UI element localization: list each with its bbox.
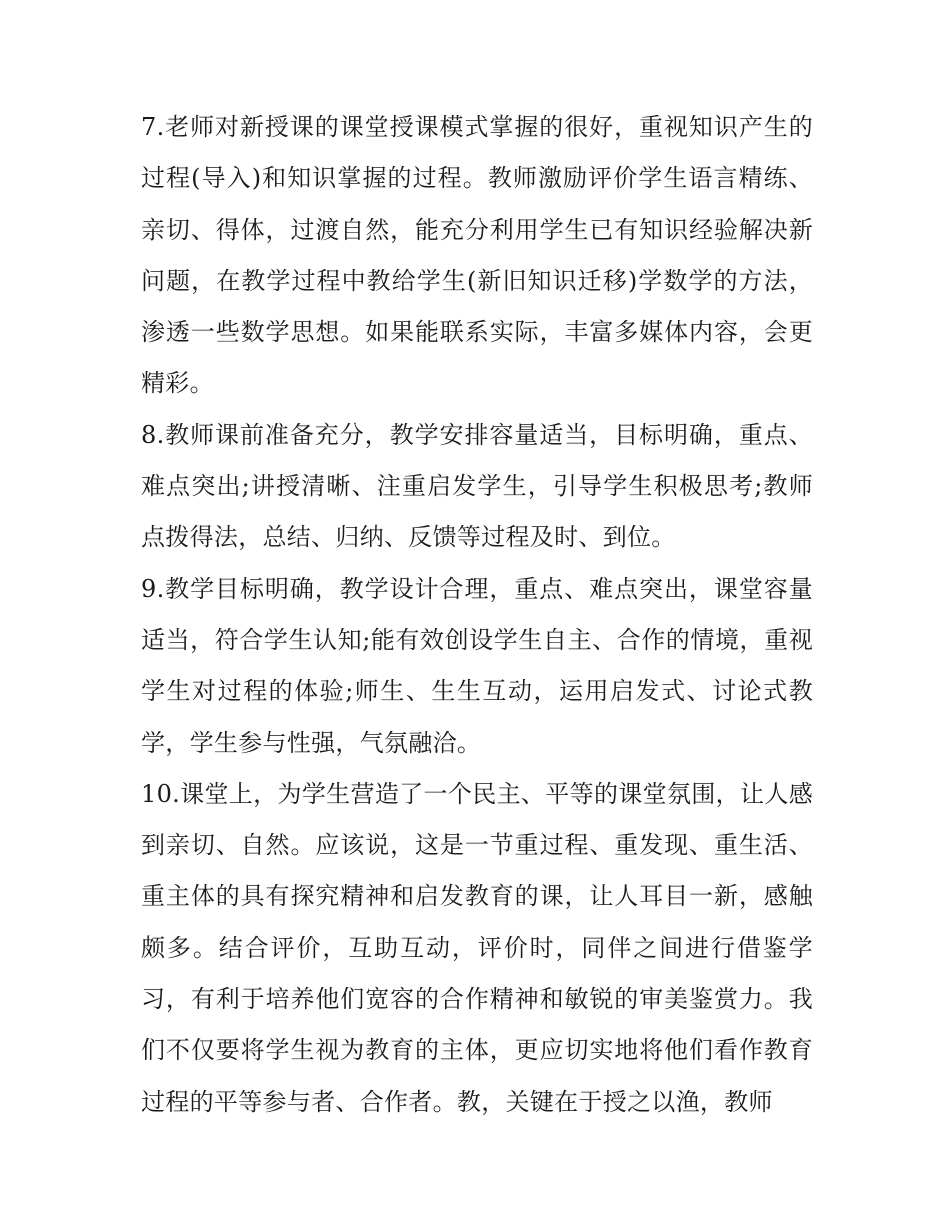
paragraph-9: 9.教学目标明确，教学设计合理，重点、难点突出，课堂容量适当，符合学生认知;能有效创设学生自主、合作的情境，重视学生对过程的体验;师生、生生互动，运用启发式、讨论式教学，学生参与性强，气氛融洽。 bbox=[141, 574, 813, 757]
document-body bbox=[141, 102, 813, 1128]
paragraph-7: 7.老师对新授课的课堂授课模式掌握的很好，重视知识产生的过程(导入)和知识掌握的过程。教师激励评价学生语言精练、亲切、得体，过渡自然，能充分利用学生已有知识经验解决新问题，在教学过程中教给学生(新旧知识迁移)学数学的方法，渗透一些数学思想。如果能联系实际，丰富多媒体内容，会更精彩。 bbox=[141, 113, 813, 398]
paragraph-10: 10.课堂上，为学生营造了一个民主、平等的课堂氛围，让人感到亲切、自然。应该说，这是一节重过程、重发现、重生活、重主体的具有探究精神和启发教育的课，让人耳目一新，感触颇多。结合评价，互助互动，评价时，同伴之间进行借鉴学习，有利于培养他们宽容的合作精神和敏锐的审美鉴赏力。我们不仅要将学生视为教育的主体，更应切实地将他们看作教育过程的平等参与者、合作者。教，关键在于授之以渔，教师 bbox=[141, 779, 813, 1116]
paragraph-8: 8.教师课前准备充分，教学安排容量适当，目标明确，重点、难点突出;讲授清晰、注重启发学生，引导学生积极思考;教师点拨得法，总结、归纳、反馈等过程及时、到位。 bbox=[141, 420, 813, 552]
